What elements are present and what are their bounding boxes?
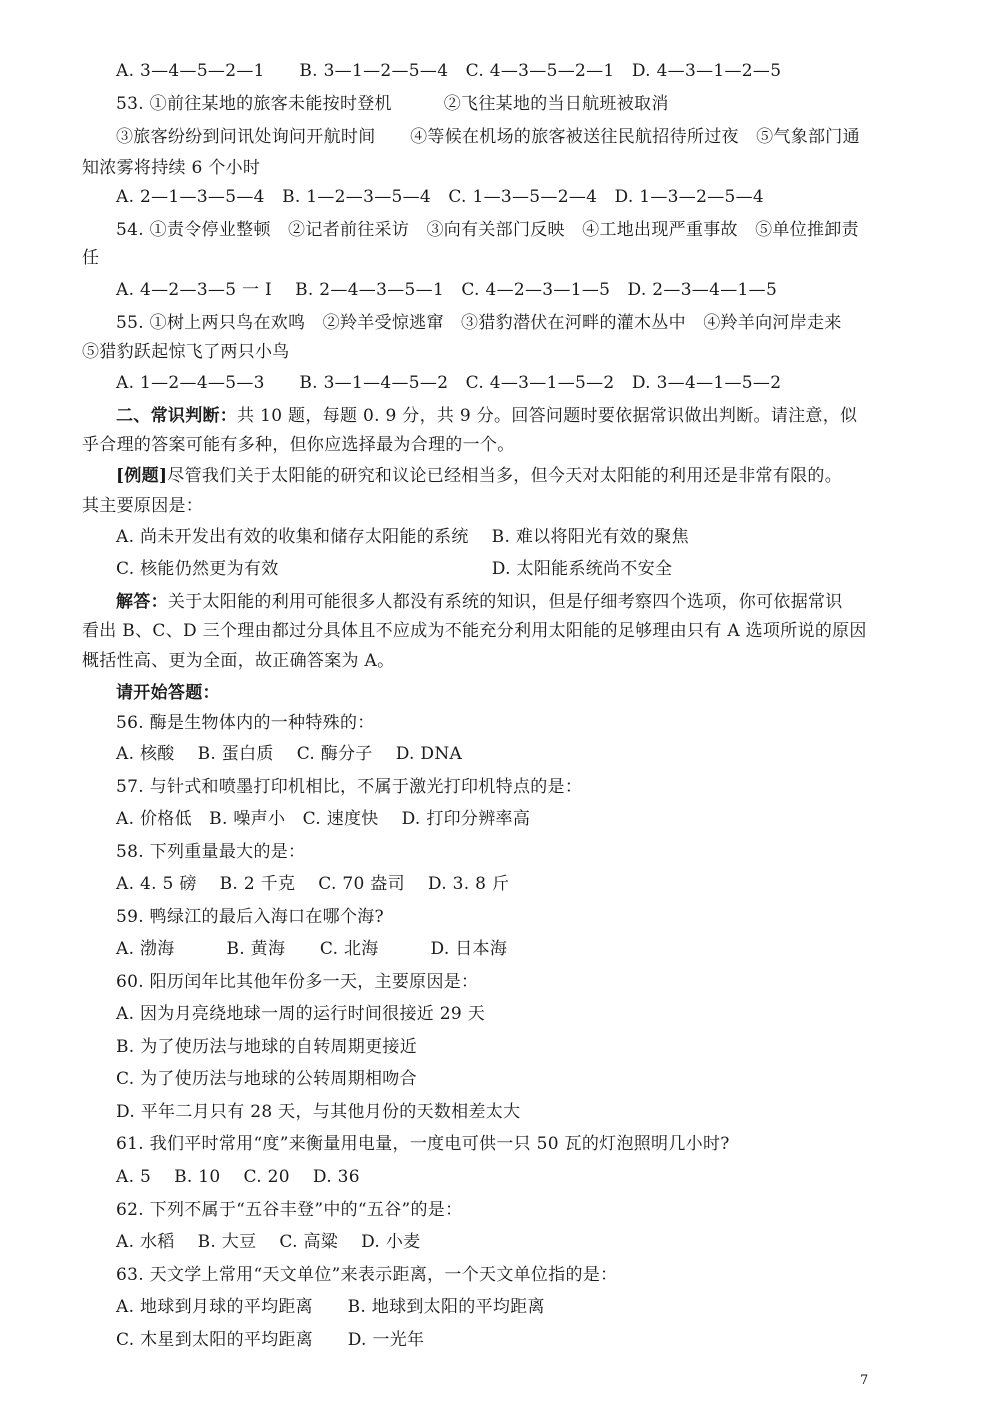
text-line: A. 1—2—4—5—3 B. 3—1—4—5—2 C. 4—3—1—5—2 D. 3—4—1—5—2 [116,373,782,393]
page-number: 7 [860,1373,869,1388]
text-line: A. 价格低 B. 噪声小 C. 速度快 D. 打印分辨率高 [116,809,531,829]
text-line: C. 木星到太阳的平均距离 D. 一光年 [116,1330,425,1350]
question-63: 63. 天文学上常用“天文单位”来表示距离，一个天文单位指的是： [116,1265,618,1285]
question-54: 54. ①责令停业整顿 ②记者前往采访 ③向有关部门反映 ④工地出现严重事故 ⑤单位推卸责 [116,220,859,240]
question-55: 55. ①树上两只鸟在欢鸣 ②羚羊受惊逃窜 ③猎豹潜伏在河畔的灌木丛中 ④羚羊向河岸走来 [116,313,842,333]
text-line: A. 地球到月球的平均距离 B. 地球到太阳的平均距离 [116,1297,545,1317]
text-line: ③旅客纷纷到问讯处询问开航时间 ④等候在机场的旅客被送往民航招待所过夜 ⑤气象部门通 [116,127,860,147]
example-question: [例题]尽管我们关于太阳能的研究和议论已经相当多，但今天对太阳能的利用还是非常有限的。 [116,466,842,486]
question-53: 53. ①前往某地的旅客未能按时登机 ②飞往某地的当日航班被取消 [116,94,669,114]
text-line: 任 [82,248,100,268]
answer-explanation: 解答：关于太阳能的利用可能很多人都没有系统的知识，但是仔细考察四个选项，你可依据常识 [116,592,843,612]
text-line: 知浓雾将持续 6 个小时 [82,158,261,178]
question-57: 57. 与针式和喷墨打印机相比，不属于激光打印机特点的是： [116,777,583,797]
text-line: ⑤猎豹跃起惊飞了两只小鸟 [82,342,290,362]
question-56: 56. 酶是生物体内的一种特殊的： [116,713,375,733]
text-line: A. 核酸 B. 蛋白质 C. 酶分子 D. DNA [116,744,463,764]
text-line: 概括性高、更为全面，故正确答案为 A。 [82,651,395,671]
text-line: C. 为了使历法与地球的公转周期相吻合 [116,1069,417,1089]
text-line: A. 因为月亮绕地球一周的运行时间很接近 29 天 [116,1004,486,1024]
text-line: 乎合理的答案可能有多种，但你应选择最为合理的一个。 [82,435,515,455]
text-line: 看出 B、C、D 三个理由都过分具体且不应成为不能充分利用太阳能的足够理由只有 A 选项所说的原因 [82,621,867,641]
text-line: D. 平年二月只有 28 天，与其他月份的天数相差太大 [116,1102,521,1122]
question-62: 62. 下列不属于“五谷丰登”中的“五谷”的是： [116,1200,463,1220]
question-58: 58. 下列重量最大的是： [116,842,306,862]
question-61: 61. 我们平时常用“度”来衡量用电量，一度电可供一只 50 瓦的灯泡照明几小时? [116,1134,730,1154]
text-line: C. 核能仍然更为有效 D. 太阳能系统尚不安全 [116,559,673,579]
text-line: A. 5 B. 10 C. 20 D. 36 [116,1167,360,1187]
text-line: A. 3—4—5—2—1 B. 3—1—2—5—4 C. 4—3—5—2—1 D. 4—3—1—2—5 [116,61,782,81]
text-line: A. 水稻 B. 大豆 C. 高粱 D. 小麦 [116,1232,421,1252]
text-line: A. 渤海 B. 黄海 C. 北海 D. 日本海 [116,939,508,959]
text-line: 其主要原因是： [82,496,204,516]
text-line: A. 4. 5 磅 B. 2 千克 C. 70 盎司 D. 3. 8 斤 [116,874,510,894]
section-heading: 二、常识判断：共 10 题，每题 0. 9 分，共 9 分。回答问题时要依据常识做出判断。请注意，似 [116,406,858,426]
text-line: A. 2—1—3—5—4 B. 1—2—3—5—4 C. 1—3—5—2—4 D. 1—3—2—5—4 [116,187,765,207]
text-line: B. 为了使历法与地球的自转周期更接近 [116,1037,417,1057]
start-prompt: 请开始答题： [116,683,220,703]
question-60: 60. 阳历闰年比其他年份多一天，主要原因是： [116,972,479,992]
question-59: 59. 鸭绿江的最后入海口在哪个海? [116,907,384,927]
text-line: A. 尚未开发出有效的收集和储存太阳能的系统 B. 难以将阳光有效的聚焦 [116,527,689,547]
text-line: A. 4—2—3—5 一 I B. 2—4—3—5—1 C. 4—2—3—1—5 D. 2—3—4—1—5 [116,280,778,300]
